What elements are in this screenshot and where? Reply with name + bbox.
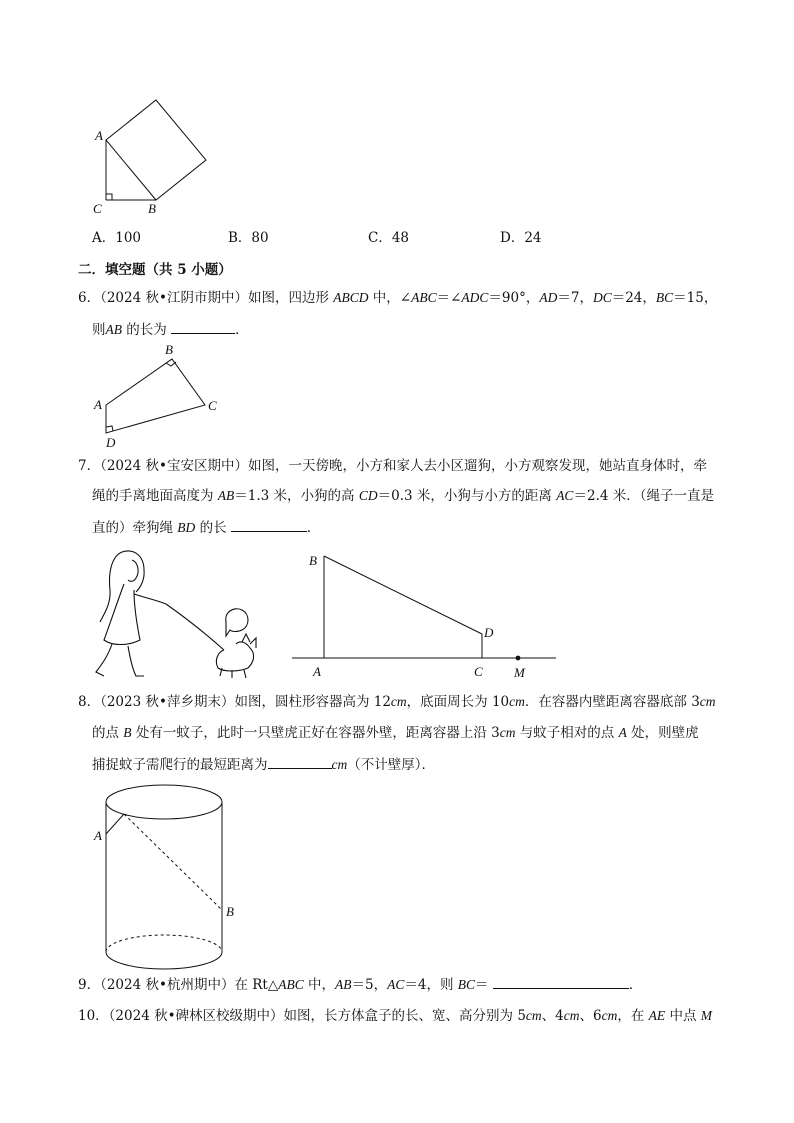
q5-option-c: C．48 bbox=[368, 230, 410, 246]
q6-line2-b: 的长为 bbox=[122, 322, 172, 338]
q7-bd: BD bbox=[177, 520, 196, 535]
q10-ae: AE bbox=[648, 1008, 666, 1023]
q7-line2-a: 绳的手离地面高度为 bbox=[92, 488, 218, 504]
q6-bc: BC bbox=[655, 290, 674, 305]
q8-label-b: B bbox=[226, 904, 234, 919]
q8-path-rim-to-b bbox=[124, 814, 222, 910]
q6-ad: AD bbox=[539, 290, 558, 305]
q10-mid: ，在 bbox=[617, 1008, 649, 1024]
q8-line1-b: ，底面周长为 10 bbox=[406, 694, 510, 710]
q8-line1-c: ．在容器内壁距离容器底部 3 bbox=[524, 694, 700, 710]
q6-label-c: C bbox=[208, 398, 217, 413]
q10-unit-1: cm bbox=[525, 1008, 542, 1023]
q6-mid3: ＝90°， bbox=[488, 290, 540, 306]
q10-sep1: 、4 bbox=[541, 1008, 564, 1024]
q6-v-bc: ＝15， bbox=[673, 290, 718, 306]
q6-mid2: ＝∠ bbox=[436, 290, 462, 306]
q5-option-a: A．100 bbox=[92, 230, 142, 246]
q8-line1-a: 8．（2023 秋•萍乡期末）如图，圆柱形容器高为 12 bbox=[78, 694, 391, 710]
q6-ab: AB bbox=[105, 322, 122, 337]
q6-label-b: B bbox=[165, 342, 173, 357]
q9-ab: AB bbox=[335, 977, 352, 992]
q7-line2-c: ＝0.3 米，小狗与小方的距离 bbox=[377, 488, 557, 504]
q7-line1: 7．（2024 秋•宝安区期中）如图，一天傍晚，小方和家人去小区遛狗，小方观察发现，她站直身体时，牵 bbox=[78, 458, 707, 474]
q7-label-b: B bbox=[309, 553, 317, 568]
q8-line2-b: 处有一蚊子，此时一只壁虎正好在容器外壁，距离容器上沿 3 bbox=[131, 725, 500, 741]
q6-line2-a: 则 bbox=[92, 322, 106, 338]
q7-line2-b: ＝1.3 米，小狗的高 bbox=[234, 488, 359, 504]
q10-unit-3: cm bbox=[601, 1008, 618, 1023]
q9-bc: BC bbox=[457, 977, 476, 992]
q9-end: ． bbox=[628, 977, 643, 993]
q10-line1 bbox=[78, 1006, 712, 1026]
q5-label-c: C bbox=[93, 201, 102, 216]
q7-ac: AC bbox=[556, 488, 574, 503]
q6-label-a: A bbox=[94, 397, 102, 412]
q8-bottom-front bbox=[106, 952, 222, 969]
q8-line3-b: （不计壁厚）． bbox=[347, 757, 435, 773]
q5-label-a: A bbox=[95, 128, 103, 143]
q8-unit-2: cm bbox=[509, 694, 525, 709]
q7-cd: CD bbox=[358, 488, 378, 503]
q6-abcd: ABCD bbox=[333, 290, 369, 305]
section-2-title: 二．填空题（共 5 小题） bbox=[78, 262, 232, 278]
q6-mid1: 中，∠ bbox=[368, 290, 412, 306]
q8-line2-a: 的点 bbox=[92, 725, 124, 741]
q8-path-a-to-rim bbox=[106, 814, 124, 834]
q8-label-a: A bbox=[94, 828, 102, 843]
q9-v-ab: ＝5， bbox=[351, 977, 388, 993]
q10-prefix: 10．（2024 秋•碑林区校级期中）如图，长方体盒子的长、宽、高分别为 5 bbox=[78, 1008, 526, 1024]
q7-ab: AB bbox=[217, 488, 235, 503]
q10-unit-2: cm bbox=[563, 1008, 580, 1023]
q7-label-d: D bbox=[484, 625, 494, 640]
q6-abc: ABC bbox=[411, 290, 437, 305]
q6-prefix: 6．（2024 秋•江阴市期中）如图，四边形 bbox=[78, 290, 334, 306]
q8-unit-4: cm bbox=[499, 725, 516, 740]
q10-mid2: 中点 bbox=[665, 1008, 701, 1024]
q8-point-a: A bbox=[618, 725, 627, 740]
q7-line3-end: ． bbox=[306, 520, 321, 536]
q9-line bbox=[78, 974, 642, 995]
q8-line3-a: 捕捉蚊子需爬行的最短距离为 bbox=[92, 757, 268, 773]
q5-option-b: B．80 bbox=[228, 230, 269, 246]
q7-label-a: A bbox=[313, 664, 321, 679]
q9-abc: ABC bbox=[278, 977, 304, 992]
q8-point-b: B bbox=[123, 725, 132, 740]
q7-line2-d: ＝2.4 米．（绳子一直是 bbox=[573, 488, 714, 504]
q6-label-d: D bbox=[106, 435, 116, 450]
q7-label-c: C bbox=[474, 664, 483, 679]
q7-label-m: M bbox=[514, 665, 525, 680]
q7-line3-b: 的长 bbox=[195, 520, 231, 536]
q6-dc: DC bbox=[592, 290, 612, 305]
q8-line2-d: 处，则壁虎 bbox=[626, 725, 699, 741]
q8-unit-3: cm bbox=[699, 694, 716, 709]
q9-mid1: 中， bbox=[303, 977, 336, 993]
q8-top-ellipse bbox=[106, 785, 222, 819]
q6-line2-end: ． bbox=[235, 322, 249, 338]
q5-label-b: B bbox=[148, 201, 156, 216]
q8-unit-1: cm bbox=[390, 694, 407, 709]
q9-ac: AC bbox=[387, 977, 405, 992]
q8-line2-c: 与蚊子相对的点 bbox=[515, 725, 619, 741]
q9-v-ac: ＝4，则 bbox=[404, 977, 458, 993]
q9-prefix: 9．（2024 秋•杭州期中）在 Rt△ bbox=[78, 977, 279, 993]
q6-v-dc: ＝24， bbox=[611, 290, 656, 306]
q6-adc: ADC bbox=[461, 290, 489, 305]
q9-answer-blank[interactable] bbox=[493, 974, 629, 989]
q8-bottom-back bbox=[106, 935, 222, 952]
q10-m: M bbox=[700, 1008, 712, 1023]
q5-option-d: D．24 bbox=[500, 230, 542, 246]
q8-unit-5: cm bbox=[331, 757, 348, 772]
q10-sep2: 、6 bbox=[579, 1008, 602, 1024]
q7-line3-a: 直的）牵狗绳 bbox=[92, 520, 178, 536]
q6-v-ad: ＝7， bbox=[557, 290, 593, 306]
q9-eq: ＝ bbox=[475, 977, 493, 993]
